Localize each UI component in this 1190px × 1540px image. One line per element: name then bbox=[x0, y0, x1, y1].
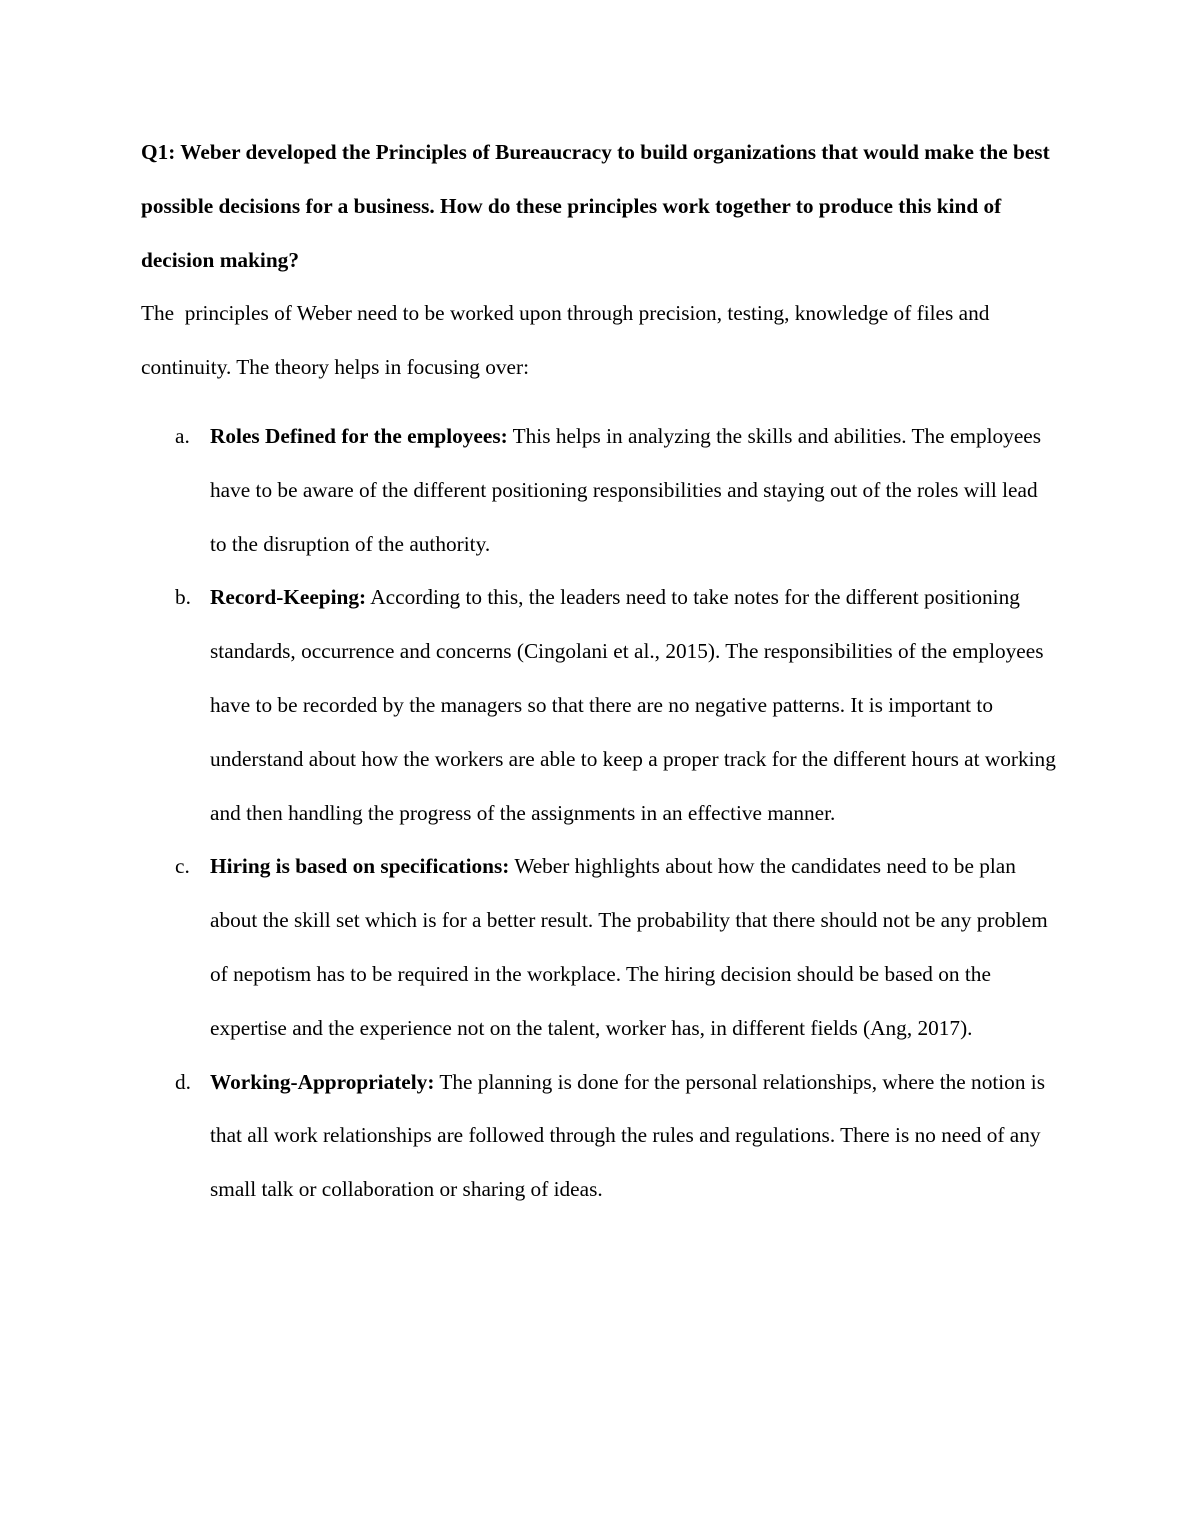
list-item-term: Working-Appropriately: bbox=[210, 1069, 435, 1094]
principles-list bbox=[141, 410, 1056, 1217]
list-item bbox=[141, 840, 1056, 1055]
list-marker: d. bbox=[175, 1069, 191, 1094]
list-item bbox=[141, 571, 1056, 840]
list-marker: c. bbox=[175, 854, 190, 879]
list-marker: a. bbox=[175, 423, 190, 448]
list-item-text: This helps in analyzing the skills and abilities. The employees have to be aware of the different positioning responsibilities and staying out of the roles will lead to the disruption of the authority. bbox=[210, 423, 1042, 556]
list-item-term: Hiring is based on specifications: bbox=[210, 854, 510, 879]
list-marker: b. bbox=[175, 585, 191, 610]
list-item-text: According to this, the leaders need to take notes for the different positioning standards, occurrence and concerns (Cingolani et al., 2015). The responsibilities of the employees have to be recorded by the managers so that there are no negative patterns. It is important to understand about how the workers are able to keep a proper track for the different hours at working and then handling the progress of the assignments in an effective manner. bbox=[210, 585, 1056, 825]
list-item-term: Roles Defined for the employees: bbox=[210, 423, 508, 448]
question-heading: Q1: Weber developed the Principles of Bureaucracy to build organizations that would make the best possible decisions for a business. How do these principles work together to produce this kind of decision making? bbox=[141, 140, 1050, 272]
list-item-term: Record-Keeping: bbox=[210, 585, 367, 610]
intro-paragraph: The principles of Weber need to be worked upon through precision, testing, knowledge of files and continuity. The theory helps in focusing over: bbox=[141, 301, 995, 380]
list-item-text: The planning is done for the personal relationships, where the notion is that all work relationships are followed through the rules and regulations. There is no need of any small talk or collaboration or sharing of ideas. bbox=[210, 1069, 1046, 1202]
list-item bbox=[141, 1056, 1056, 1217]
list-item-text: Weber highlights about how the candidates need to be plan about the skill set which is for a better result. The probability that there should not be any problem of nepotism has to be required in the workplace. The hiring decision should be based on the expertise and the experience not on the talent, worker has, in different fields (Ang, 2017). bbox=[210, 854, 1048, 1040]
list-item bbox=[141, 410, 1056, 571]
document-body bbox=[141, 126, 1056, 1217]
